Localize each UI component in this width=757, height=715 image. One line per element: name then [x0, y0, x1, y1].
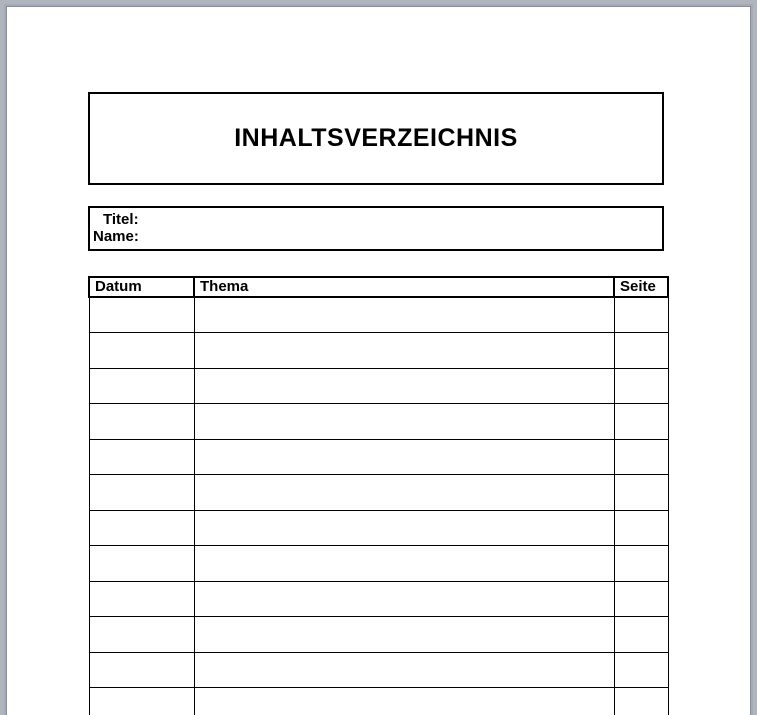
table-row [89, 546, 668, 582]
cell-seite [614, 404, 668, 440]
cell-seite [614, 333, 668, 369]
cell-seite [614, 510, 668, 546]
column-header-thema: Thema [194, 277, 614, 297]
cell-seite [614, 617, 668, 653]
cell-datum [89, 404, 194, 440]
cell-thema [194, 297, 614, 333]
cell-seite [614, 439, 668, 475]
cell-thema [194, 546, 614, 582]
document-page [7, 7, 750, 715]
table-row [89, 581, 668, 617]
contents-table [88, 276, 669, 715]
cell-datum [89, 688, 194, 715]
table-row [89, 617, 668, 653]
cell-seite [614, 546, 668, 582]
titel-label: Titel: [103, 211, 139, 228]
table-row [89, 297, 668, 333]
table-header-row [89, 277, 668, 297]
cell-datum [89, 368, 194, 404]
cell-thema [194, 510, 614, 546]
title-box [88, 92, 664, 185]
cell-thema [194, 439, 614, 475]
column-header-datum: Datum [89, 277, 194, 297]
info-box [88, 206, 664, 251]
cell-seite [614, 652, 668, 688]
table-row [89, 688, 668, 715]
cell-datum [89, 439, 194, 475]
cell-thema [194, 404, 614, 440]
cell-thema [194, 581, 614, 617]
cell-seite [614, 581, 668, 617]
cell-datum [89, 510, 194, 546]
cell-thema [194, 688, 614, 715]
name-label: Name: [93, 228, 139, 245]
cell-seite [614, 297, 668, 333]
cell-thema [194, 368, 614, 404]
cell-datum [89, 475, 194, 511]
cell-thema [194, 652, 614, 688]
page-title: INHALTSVERZEICHNIS [234, 124, 518, 152]
table-row [89, 404, 668, 440]
table-row [89, 333, 668, 369]
cell-datum [89, 297, 194, 333]
cell-datum [89, 546, 194, 582]
table-row [89, 652, 668, 688]
cell-datum [89, 581, 194, 617]
table-row [89, 510, 668, 546]
cell-datum [89, 333, 194, 369]
table-row [89, 368, 668, 404]
cell-seite [614, 688, 668, 715]
cell-thema [194, 333, 614, 369]
cell-thema [194, 617, 614, 653]
column-header-seite: Seite [614, 277, 668, 297]
table-row [89, 439, 668, 475]
cell-thema [194, 475, 614, 511]
cell-datum [89, 652, 194, 688]
cell-datum [89, 617, 194, 653]
cell-seite [614, 475, 668, 511]
cell-seite [614, 368, 668, 404]
table-row [89, 475, 668, 511]
table-body [89, 297, 668, 715]
